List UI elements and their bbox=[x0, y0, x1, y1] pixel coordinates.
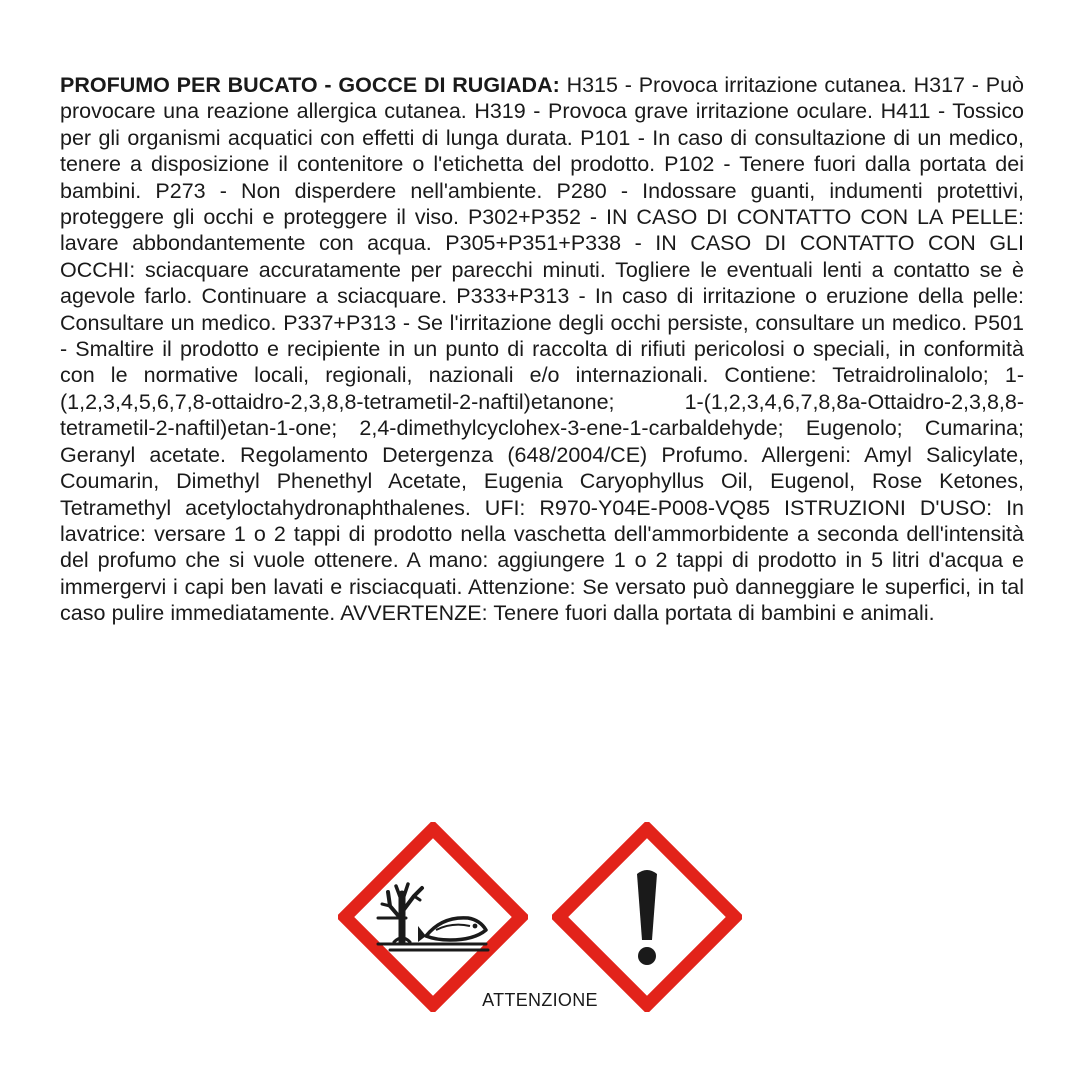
signal-word: ATTENZIONE bbox=[482, 990, 598, 1010]
ghs09-environment-icon bbox=[338, 822, 528, 1012]
product-heading: PROFUMO PER BUCATO - GOCCE DI RUGIADA: bbox=[60, 73, 560, 97]
ghs07-exclamation-icon bbox=[552, 822, 742, 1012]
hazard-label-text bbox=[60, 72, 1024, 627]
ghs-pictograms bbox=[338, 822, 742, 1012]
label-body: H315 - Provoca irritazione cutanea. H317 - Può provocare una reazione allergica cutanea. H319 - Provoca grave irritazione oculare. H411 - Tossico per gli organismi acquatici con effetti di lunga durata. P101 - In caso di consultazione di un medico, tenere a disposizione il contenitore o l'etichetta del prodotto. P102 - Tenere fuori dalla portata dei bambini. P273 - Non disperdere nell'ambiente. P280 - Indossare guanti, indumenti protettivi, proteggere gli occhi e proteggere il viso. P302+P352 - IN CASO DI CONTATTO CON LA PELLE: lavare abbondantemente con acqua. P305+P351+P338 - IN CASO DI CONTATTO CON GLI OCCHI: sciacquare accuratamente per parecchi minuti. Togliere le eventuali lenti a contatto se è agevole farlo. Continuare a sciacquare. P333+P313 - In caso di irritazione o eruzione della pelle: Consultare un medico. P337+P313 - Se l'irritazione degli occhi persiste, consultare un medico. P501 - Smaltire il prodotto e recipiente in un punto di raccolta di rifiuti pericolosi o speciali, in conformità con le normative locali, regionali, nazionali e/o internazionali. Contiene: Tetraidrolinalolo; 1-(1,2,3,4,5,6,7,8-ottaidro-2,3,8,8-tetrametil-2-naftil)etanone; 1-(1,2,3,4,6,7,8,8a-Ottaidro-2,3,8,8-tetrametil-2-naftil)etan-1-one; 2,4-dimethylcyclohex-3-ene-1-carbaldehyde; Eugenolo; Cumarina; Geranyl acetate. Regolamento Detergenza (648/2004/CE) Profumo. Allergeni: Amyl Salicylate, Coumarin, Dimethyl Phenethyl Acetate, Eugenia Caryophyllus Oil, Eugenol, Rose Ketones, Tetramethyl acetyloctahydronaphthalenes. UFI: R970-Y04E-P008-VQ85 ISTRUZIONI D'USO: In lavatrice: versare 1 o 2 tappi di prodotto nella vaschetta dell'ammorbidente a seconda dell'intensità del profumo che si vuole ottenere. A mano: aggiungere 1 o 2 tappi di prodotto in 5 litri d'acqua e immergervi i capi ben lavati e risciacquati. Attenzione: Se versato può danneggiare le superfici, in tal caso pulire immediatamente. AVVERTENZE: Tenere fuori dalla portata di bambini e animali. bbox=[60, 73, 1024, 626]
